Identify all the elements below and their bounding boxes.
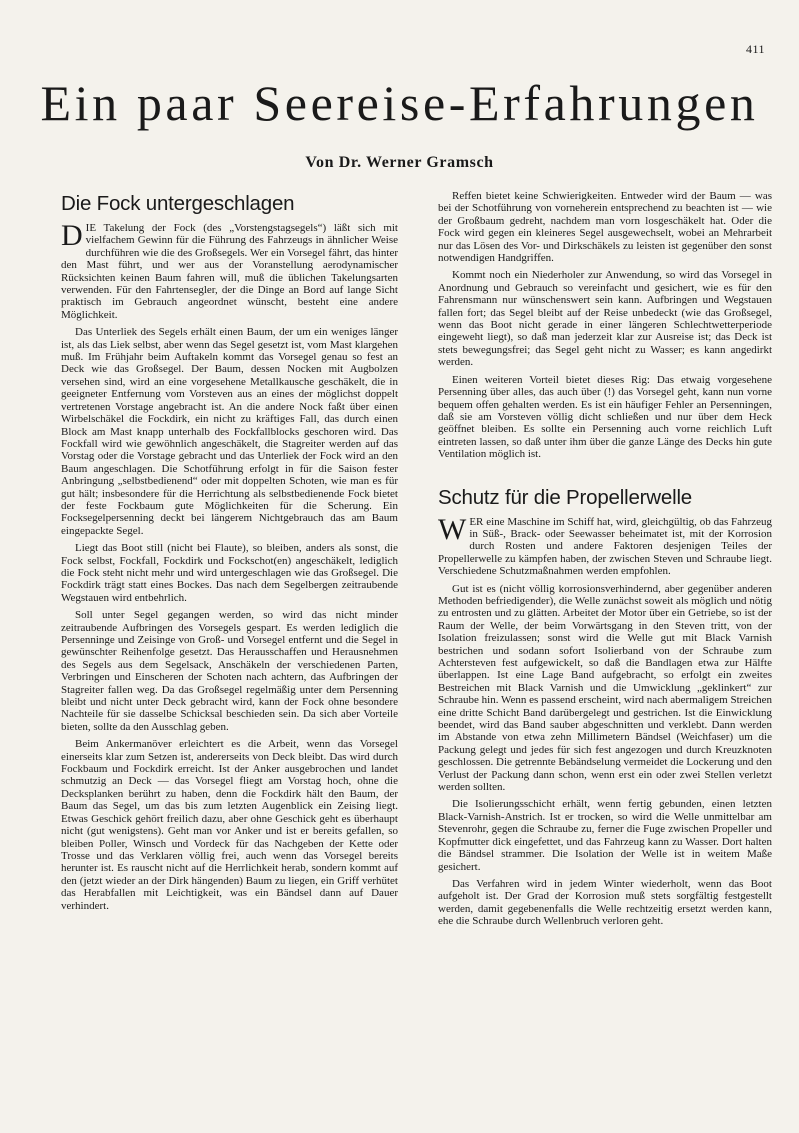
drop-cap: W: [438, 512, 467, 546]
paragraph-text: ER eine Maschine im Schiff hat, wird, gleichgültig, ob das Fahrzeug in Süß-, Brack- oder Seewasser beheimatet ist, mit der Korrosion durch Rosten und andere Faktoren desjenigen Teiles der Propellerwelle zu kämpfen haben, der zwischen Steven und Schraube liegt. Verschiedene Schutzmaßnahmen werden empfohlen.: [438, 515, 772, 578]
section-gap: [438, 466, 772, 486]
column-left: [61, 192, 398, 917]
section-heading-fock: Die Fock untergeschlagen: [61, 192, 295, 215]
column-right: [438, 190, 772, 933]
article-author: Von Dr. Werner Gramsch: [305, 154, 494, 171]
paragraph: Reffen bietet keine Schwierigkeiten. Entweder wird der Baum — was bei der Schotführung von vorneherein entsprechend zu beachten ist — wie der Großbaum gedreht, nachdem man vorn losgeschäkelt hat. Oder die Fock wird gegen ein kleineres Segel ausgewechselt, wobei an Mehrarbeit nur das Lösen des Vor- und Dirkschäkels zu leisten ist gegenüber den sonst notwendigen Handgriffen.: [438, 190, 772, 265]
paragraph: Das Unterliek des Segels erhält einen Baum, der um ein weniges länger ist, als das Liek selbst, aber wenn das Segel gesetzt ist, vom Mast klargehen muß. Im Frühjahr beim Auftakeln kommt das Vorsegel genau so fest an Deck wie das Großsegel. Der Baum, dessen Nocken mit Augbolzen versehen sind, wird an eine vorgesehene Metallkausche geschäkelt, die in geeigneter Entfernung vom Vorsteven aus an eines der möglichst doppelt vertretenen Vorstage angebracht ist. An die andere Nock faßt über einen Wirbelschäkel die Fockdirk, ein nicht zu kräftiges Fall, das durch einen Block am Mast knapp unterhalb des Fockfallblocks geschoren wird. Das Fockfall wird wie gewöhnlich angeschäkelt, die Stagreiter werden auf das Vorstag oder die Vorstage gebracht und das Unterliek der Fock wird an den Baum angeschlagen. Die Schotführung erfolgt in für die Saison fester Anbringung „selbstbedienend“ oder mit doppelten Schoten, wie man es für gut hält; insbesondere für die Herrichtung als selbstbedienende Fock bietet der feste Fockbaum gute Möglichkeiten für die Scherung. Ein Focksegelpersenning deckt bei längerem Nichtgebrauch das am Baum eingepackte Segel.: [61, 326, 398, 537]
article-title: Ein paar Seereise-Erfahrungen: [40, 75, 759, 131]
paragraph: [438, 512, 772, 578]
paragraph: Liegt das Boot still (nicht bei Flaute), so bleiben, anders als sonst, die Fock selbst, Fockfall, Fockdirk und Fockschot(en) angeschäkelt, lediglich die Fock steht nicht mehr und wird untergeschlagen wie das Großsegel. Die Fockdirk trägt statt eines Bockes. Das nach dem Segelbergen zeitraubende Wegstauen wird entbehrlich.: [61, 542, 398, 604]
paragraph: Die Isolierungsschicht erhält, wenn fertig gebunden, einen letzten Black-Varnish-Anstrich. Ist er trocken, so wird die Welle unmittelbar am Stevenrohr, gegen die Schraube zu, ferner die Fuge zwischen Propeller und Kopfmutter dick eingefettet, und das Fahrzeug kann zu Wasser. Dort halten die Bändsel strammer. Die Isolation der Welle ist in weitem Maße gesichert.: [438, 798, 772, 873]
drop-cap: D: [61, 219, 83, 252]
paragraph: [61, 219, 398, 321]
paragraph: Das Verfahren wird in jedem Winter wiederholt, wenn das Boot aufgeholt ist. Der Grad der Korrosion muß stets sorgfältig festgestellt werden, damit gegebenenfalls die Welle rechtzeitig ersetzt werden kann, ehe die Schraube durch Wellenbruch verloren geht.: [438, 877, 772, 928]
paragraph: Beim Ankermanöver erleichtert es die Arbeit, wenn das Vorsegel einerseits klar zum Setzen ist, andererseits von Deck bleibt. Das wird durch Fockbaum und Fockdirk erreicht. Ist der Anker ausgebrochen und landet schmutzig an Deck — das Vorsegel fliegt am Vorstag hoch, ohne die Decksplanken berührt zu haben, denn die Fockdirk hält den Baum, der Baum das Segel, um das bis zum letzten Augenblick ein Zeising liegt. Etwas Geschick gehört freilich dazu, aber ohne Geschick geht es überhaupt nicht (gut wenigstens). Geht man vor Anker und ist er bereits gefallen, so bleiben Poller, Winsch und Vordeck für das Nachgeben der Kette oder Trosse und das Verklaren völlig frei, auch wenn das Vorsegel bereits herunter ist. Es rauscht nicht auf die Herrlichkeit herab, sondern kommt auf den (jetzt wieder an der Dirk hängenden) Baum zu liegen, ein Griff verhütet das Herabfallen mit Leichtigkeit, was ein Bändsel dann auf Dauer verhindert.: [61, 738, 398, 912]
paragraph: Soll unter Segel gegangen werden, so wird das nicht minder zeitraubende Aufbringen des Vorsegels gespart. Es werden lediglich die Persenninge und Zeisinge von Groß- und Vorsegel entfernt und die Segel in gewünschter Reihenfolge gesetzt. Das Herausschaffen und Herausnehmen des Segels aus dem Segelsack, Anschäkeln der verschiedenen Parten, Verbringen und Einscheren der Schoten nach achtern, das Aufbringen der Stagreiter fallen weg. Da das Großsegel regelmäßig unter dem Persenning bleibt und nicht unter Deck gebracht wird, kann der Fock ohne besondere Nachteile für sie dasselbe Schicksal beschieden sein. Da sich aber Vorteile bieten, sollte da den Ausschlag geben.: [61, 609, 398, 733]
paragraph: Kommt noch ein Niederholer zur Anwendung, so wird das Vorsegel in Anordnung und Gebrauch so vereinfacht und gesichert, wie es für den Fahrensmann nur wünschenswert sein kann. Aufbringen und Wegstauen fallen fort; das Segel bleibt auf der Reise unbedeckt (wie das Großsegel, wenn das Boot nicht gerade in einer längeren Schlechtwetterperiode eingeweht liegt), so daß man jederzeit klar zur Ausreise ist; das Deck ist stets bewegungsfrei; das Segel geht nicht zu Wasser; es kann angedirkt werden.: [438, 269, 772, 369]
paragraph-text: IE Takelung der Fock (des „Vorstengstagsegels“) läßt sich mit vielfachem Gewinn für die Führung des Fahrzeugs in ähnlicher Weise durchführen wie die des Großsegels. Wer ein Vorsegel fährt, das hinter den Mast führt, und wer aus der Voranstellung aerodynamischer Rücksichten keinen Baum fahren will, muß die üblichen Takelungsarten verwenden. Für den Fahrtensegler, der die Dinge an Bord auf lange Sicht praktisch im Gebrauch angeordnet wünscht, besteht eine andere Möglichkeit.: [61, 222, 398, 321]
section-heading-propeller: Schutz für die Propellerwelle: [438, 485, 692, 509]
page-number: 411: [745, 42, 765, 56]
paragraph: Gut ist es (nicht völlig korrosionsverhindernd, aber gegenüber anderen Methoden befriedigender), die Welle zunächst soweit als möglich und nötig zu entrosten und zu glätten. Arbeitet der Motor über ein Getriebe, so ist der Raum der Welle, der beim Vorwärtsgang in den Steven tritt, von der Isolation freizulassen; sonst wird die Welle gut mit Black Varnish bestrichen und sodann sofort Isolierband von der Schraube zum Achtersteven fest aufgewickelt, so daß die Bandlagen etwa zur Hälfte überlappen. Ist eine Lage Band aufgebracht, so erfolgt ein zweites Bestreichen mit Black Varnish und die Umwicklung „geklinkert“ zur Schraube hin. Wenn es passend erscheint, wird nach abermaligem Streichen eine dritte Schicht Band darübergelegt und gestrichen. Ist die Einwicklung beendet, wird das Band sauber abgeschnitten und verklebt. Dann werden im Abstande von etwa zehn Millimetern Bändsel (Weichfaser) um die Packung gelegt und jedes für sich fest angezogen und durch Kreuzknoten geschlossen. Die getrennte Bebändselung vermeidet die Lockerung und den Verlust der Packung dann schon, wenn erst ein oder zwei Stellen verletzt werden sollten.: [438, 582, 772, 794]
paragraph: Einen weiteren Vorteil bietet dieses Rig: Das etwaig vorgesehene Persenning über alles, das auch über (!) das Vorsegel geht, kann nun vorne bequem offen gehalten werden. Es ist ein häufiger Fehler an Persenningen, daß sie am Vorsteven völlig dicht schließen und nur über dem Heck geöffnet bleiben. Es sollte ein Persenning auch vorne reichlich Luft eintreten lassen, so daß unter ihm über die ganze Länge des Decks hin gute Ventilation möglich ist.: [438, 373, 772, 461]
